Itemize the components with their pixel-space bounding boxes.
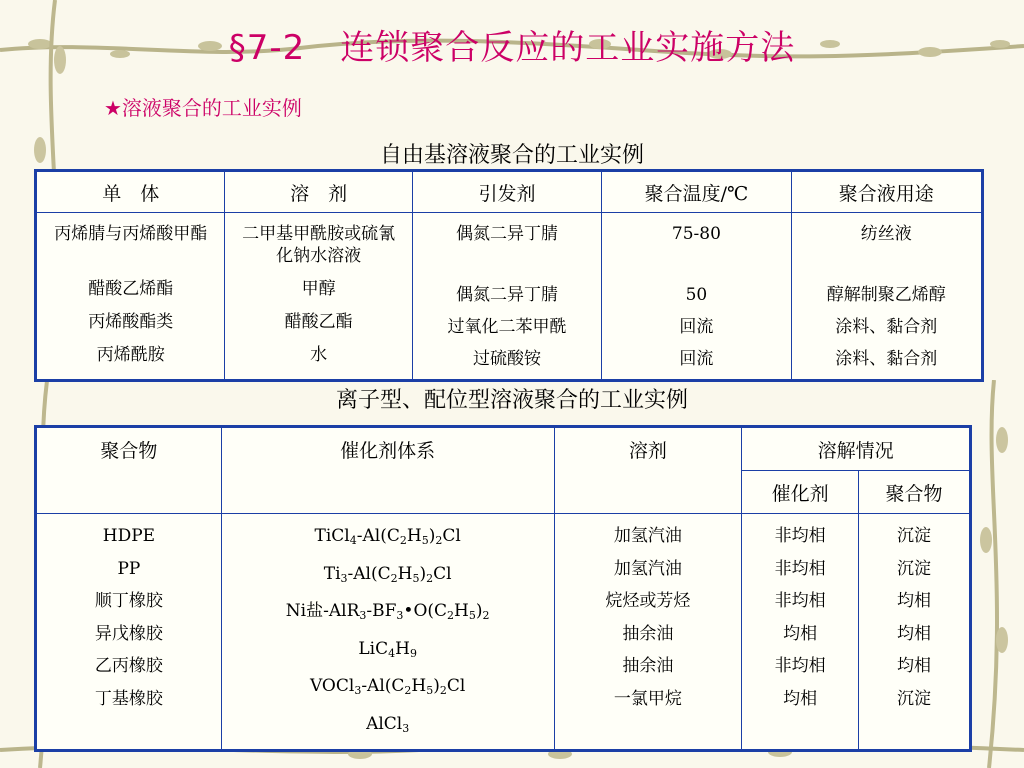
solvent-cell: 加氢汽油: [613, 558, 682, 579]
table1-caption: 自由基溶液聚合的工业实例: [379, 143, 644, 168]
catalyst-cell: Ni盐$-AlR_3-BF_3•O(C_2H_5)_2$: [285, 601, 490, 622]
solvent-column: [225, 213, 412, 381]
catalyst-state-cell: 非均相: [774, 526, 826, 546]
polymer-state-cell: 均相: [897, 591, 932, 611]
header-polymer: 聚合物: [36, 427, 222, 514]
header-catalyst-state: 催化剂: [742, 471, 859, 514]
header-solvent: 溶剂: [554, 427, 742, 514]
use-cell: 纺丝液: [860, 224, 912, 244]
initiator-cell: 过氧化二苯甲酰: [447, 317, 567, 337]
polymer-cell: 异戊橡胶: [94, 623, 163, 644]
table-row: [36, 213, 983, 381]
polymer-state-cell: 均相: [897, 656, 932, 676]
header-use: 聚合液用途: [791, 171, 982, 213]
polymer-cell: 乙丙橡胶: [94, 656, 163, 676]
header-polymer-state: 聚合物: [859, 471, 971, 514]
catalyst-cell: $TiCl_4-Al(C_2H_5)_2Cl$: [314, 526, 461, 547]
monomer-cell: 丙烯腈与丙烯酸甲酯: [54, 224, 208, 244]
header-monomer: 单 体: [36, 171, 225, 213]
table-header-row: [36, 427, 971, 471]
use-cell: 涂料、黏合剂: [835, 317, 938, 337]
polymer-state-cell: 沉淀: [897, 526, 932, 546]
monomer-cell: 丙烯酰胺: [96, 345, 165, 365]
header-initiator: 引发剂: [412, 171, 601, 213]
temperature-cell: 回流: [679, 317, 714, 337]
header-catalyst-system: 催化剂体系: [221, 427, 554, 514]
free-radical-table: [34, 169, 984, 382]
polymer-state-column: [859, 514, 971, 751]
temperature-cell: 50: [685, 285, 708, 305]
solvent-cell: 水: [310, 345, 328, 365]
temperature-cell: 回流: [679, 349, 714, 369]
slide-title: §7-2 连锁聚合反应的工业实施方法: [228, 28, 796, 68]
polymer-cell: 丁基橡胶: [94, 688, 163, 709]
use-column: [791, 213, 982, 381]
catalyst-column: [221, 514, 554, 751]
solvent-cell: 一氯甲烷: [613, 688, 682, 709]
polymer-cell: PP: [117, 558, 141, 579]
catalyst-state-cell: 非均相: [774, 656, 826, 676]
table-row: [36, 514, 971, 751]
temperature-cell: 75-80: [671, 224, 721, 244]
catalyst-state-cell: 均相: [783, 623, 818, 644]
slide-subtitle: ★溶液聚合的工业实例: [104, 96, 302, 120]
solvent-cell: 抽余油: [622, 656, 674, 676]
catalyst-cell: AlCl$_3$: [366, 713, 410, 735]
solvent-cell: 烷烃或芳烃: [605, 591, 691, 611]
polymer-state-cell: 沉淀: [897, 688, 932, 709]
solvent-cell: 甲醇: [301, 279, 336, 299]
polymer-state-cell: 均相: [897, 623, 932, 644]
solvent-cell: 醋酸乙酯: [284, 312, 353, 332]
use-cell: 涂料、黏合剂: [835, 349, 938, 369]
ionic-coordination-table: [34, 425, 972, 752]
polymer-cell: HDPE: [102, 526, 156, 546]
use-cell: 醇解制聚乙烯醇: [826, 285, 946, 305]
initiator-column: [412, 213, 601, 381]
monomer-cell: 丙烯酸酯类: [88, 312, 174, 332]
header-temperature: 聚合温度/℃: [602, 171, 791, 213]
table-header-row: [36, 171, 983, 213]
catalyst-cell: $Ti_3-Al(C_2H_5)_2Cl$: [323, 563, 452, 585]
catalyst-state-cell: 非均相: [774, 591, 826, 611]
catalyst-state-column: [742, 514, 859, 751]
catalyst-state-cell: 均相: [783, 688, 818, 709]
catalyst-cell: $VOCl_3-Al(C_2H_5)_2Cl$: [309, 676, 466, 697]
catalyst-cell: $LiC_4H_9$: [358, 638, 417, 660]
initiator-cell: 偶氮二异丁腈: [456, 224, 559, 244]
header-solubility: 溶解情况: [742, 427, 971, 471]
monomer-cell: 醋酸乙烯酯: [88, 279, 174, 299]
polymer-cell: 顺丁橡胶: [94, 591, 163, 611]
table2-caption: 离子型、配位型溶液聚合的工业实例: [335, 388, 688, 413]
polymer-column: [36, 514, 222, 751]
initiator-cell: 偶氮二异丁腈: [456, 285, 559, 305]
polymer-state-cell: 沉淀: [897, 558, 932, 579]
catalyst-state-cell: 非均相: [774, 558, 826, 579]
temperature-column: [602, 213, 791, 381]
solvent-cell: 抽余油: [622, 623, 674, 644]
solvent-column: [554, 514, 742, 751]
monomer-column: [36, 213, 225, 381]
vine-decoration-right: [964, 380, 1024, 768]
solvent-cell: 加氢汽油: [613, 526, 682, 546]
initiator-cell: 过硫酸铵: [473, 349, 542, 369]
header-solvent: 溶 剂: [225, 171, 412, 213]
solvent-cell: 二甲基甲酰胺或硫氰化钠水溶液: [242, 224, 396, 266]
